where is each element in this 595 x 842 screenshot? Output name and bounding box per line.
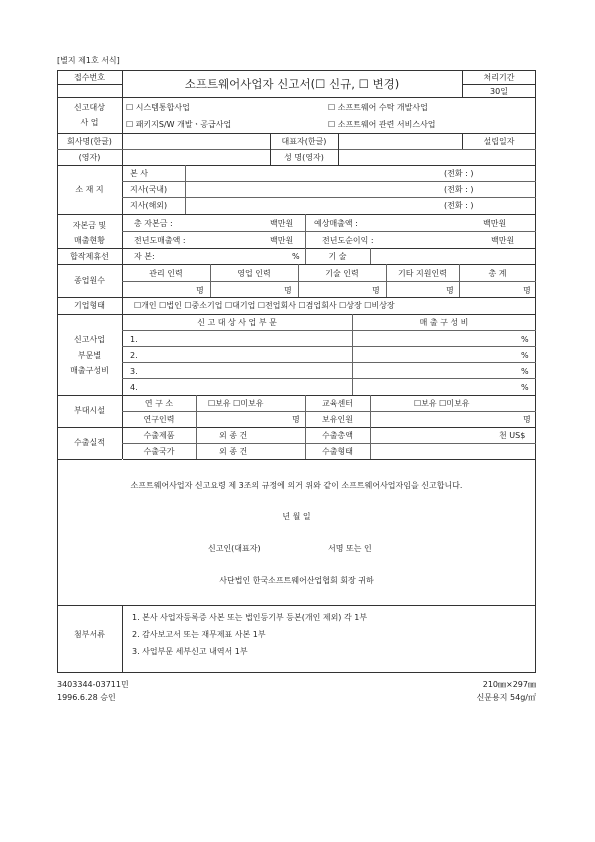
employees-header-support: 기타 지원인력 <box>398 269 447 278</box>
division-row-4: 4. <box>130 383 138 392</box>
edu-center-options[interactable]: ☐보유 ☐미보유 <box>414 399 470 408</box>
founded-date-label: 설립일자 <box>483 137 515 146</box>
form-title: 소프트웨어사업자 신고서(☐ 신규, ☐ 변경) <box>184 77 400 91</box>
prev-sales-label: 전년도매출액 : <box>134 236 186 245</box>
division-header-ratio: 매 출 구 성 비 <box>419 318 469 327</box>
prev-sales-unit: 백만원 <box>270 236 294 245</box>
prev-income-label: 전년도순이익 : <box>322 236 374 245</box>
checkbox-package-sw[interactable]: ☐ 패키지S/W 개발ㆍ공급사업 <box>126 120 232 129</box>
form-number-label: [별지 제1호 서식] <box>57 56 120 65</box>
export-country-label: 수출국가 <box>143 447 175 456</box>
division-row-2: 2. <box>130 351 138 360</box>
division-header-business: 신 고 대 상 사 업 부 문 <box>197 318 277 327</box>
employees-unit-total: 명 <box>523 286 531 295</box>
rep-name-ko-label: 대표자(한글) <box>281 137 327 146</box>
facilities-label: 부대시설 <box>74 406 105 415</box>
declaration-date[interactable]: 년 월 일 <box>282 512 311 521</box>
processing-period-value: 30일 <box>490 87 508 96</box>
capital-label-2: 매출현황 <box>74 236 105 245</box>
hq-label: 본 사 <box>130 169 148 178</box>
holding-staff-label: 보유인원 <box>322 415 353 424</box>
employees-header-total: 총 계 <box>488 269 507 278</box>
footer-approval: 1996.6.28 승인 <box>57 693 116 702</box>
edu-center-label: 교육센터 <box>322 399 353 408</box>
business-label-2: 사 업 <box>80 118 99 127</box>
processing-period-label: 처리기간 <box>483 73 515 82</box>
research-lab-options[interactable]: ☐보유 ☐미보유 <box>208 399 264 408</box>
division-percent-4: % <box>521 383 529 392</box>
attachments-label: 첨부서류 <box>74 630 105 639</box>
checkbox-sw-contract-dev[interactable]: ☐ 소프트웨어 수탁 개발사업 <box>328 103 428 112</box>
location-label: 소 재 지 <box>75 185 104 194</box>
receipt-number-label: 접수번호 <box>74 73 105 82</box>
export-total-unit: 천 US$ <box>499 431 526 440</box>
expected-sales-label: 예상매출액 : <box>314 219 358 228</box>
employees-label: 종업원수 <box>74 276 105 285</box>
declaration-statement: 소프트웨어사업자 신고요령 제 3조의 규정에 의거 위와 같이 소프트웨어사업자임을 신고합니다. <box>130 481 463 490</box>
expected-sales-unit: 백만원 <box>483 219 507 228</box>
employees-header-management: 관리 인력 <box>149 269 183 278</box>
export-product-value: 외 종 건 <box>219 431 248 440</box>
joint-tech-label: 기 술 <box>328 252 347 261</box>
division-percent-2: % <box>521 351 529 360</box>
division-percent-3: % <box>521 367 529 376</box>
employees-unit-management: 명 <box>196 286 204 295</box>
division-label-1: 신고사업 <box>74 335 105 344</box>
division-label-2: 부문별 <box>77 351 102 360</box>
company-name-en-label: (영자) <box>78 153 101 162</box>
attachment-item-1: 1. 본사 사업자등록증 사본 또는 법인등기부 등본(개인 제외) 각 1부 <box>132 613 368 622</box>
researchers-label: 연구인력 <box>143 415 175 424</box>
export-form-label: 수출형태 <box>322 447 353 456</box>
employees-header-technical: 기술 인력 <box>325 269 359 278</box>
employees-header-sales: 영업 인력 <box>237 269 271 278</box>
branch-domestic-label: 지사(국내) <box>130 185 168 194</box>
company-name-ko-label: 회사명(한글) <box>67 137 112 146</box>
branch-domestic-phone[interactable]: (전화 : ) <box>444 185 474 194</box>
division-label-3: 매출구성비 <box>70 366 109 375</box>
branch-overseas-label: 지사(해외) <box>130 201 168 210</box>
declarant-label: 신고인(대표자) <box>208 544 261 553</box>
export-country-value: 외 종 건 <box>219 447 248 456</box>
footer-code: 3403344-03711민 <box>57 680 129 689</box>
employees-unit-support: 명 <box>446 286 454 295</box>
export-label: 수출실적 <box>74 438 105 447</box>
researchers-unit: 명 <box>292 415 300 424</box>
joint-capital-percent: % <box>292 252 300 261</box>
attachment-item-2: 2. 감사보고서 또는 재무제표 사본 1부 <box>132 630 266 639</box>
total-capital-unit: 백만원 <box>270 219 294 228</box>
company-type-options[interactable]: ☐개인 ☐법인 ☐중소기업 ☐대기업 ☐전업회사 ☐겸업회사 ☐상장 ☐비상장 <box>134 301 395 310</box>
company-type-label: 기업형태 <box>74 301 105 310</box>
division-percent-1: % <box>521 335 529 344</box>
holding-staff-unit: 명 <box>523 415 531 424</box>
rep-name-en-label: 성 명(영자) <box>284 153 324 162</box>
hq-phone[interactable]: (전화 : ) <box>444 169 474 178</box>
checkbox-system-integration[interactable]: ☐ 시스템통합사업 <box>126 103 190 112</box>
employees-unit-technical: 명 <box>372 286 380 295</box>
footer-paper-size: 210㎜×297㎜ <box>482 680 536 689</box>
prev-income-unit: 백만원 <box>491 236 515 245</box>
division-row-1: 1. <box>130 335 138 344</box>
export-product-label: 수출제품 <box>143 431 175 440</box>
business-label-1: 신고대상 <box>74 103 105 112</box>
joint-venture-label: 합작제휴선 <box>70 252 109 261</box>
employees-unit-sales: 명 <box>284 286 292 295</box>
checkbox-sw-service[interactable]: ☐ 소프트웨어 관련 서비스사업 <box>328 120 436 129</box>
branch-overseas-phone[interactable]: (전화 : ) <box>444 201 474 210</box>
declaration-addressee: 사단법인 한국소프트웨어산업협회 회장 귀하 <box>219 576 374 585</box>
research-lab-label: 연 구 소 <box>144 399 174 408</box>
division-row-3: 3. <box>130 367 138 376</box>
attachment-item-3: 3. 사업부문 세부신고 내역서 1부 <box>132 647 248 656</box>
joint-capital-label: 자 본: <box>134 252 155 261</box>
capital-label-1: 자본금 및 <box>72 221 107 230</box>
export-total-label: 수출총액 <box>322 431 353 440</box>
footer-paper-type: 신문용지 54g/㎡ <box>476 693 536 702</box>
signature-label[interactable]: 서명 또는 인 <box>328 544 372 553</box>
total-capital-label: 총 자본금 : <box>134 219 173 228</box>
